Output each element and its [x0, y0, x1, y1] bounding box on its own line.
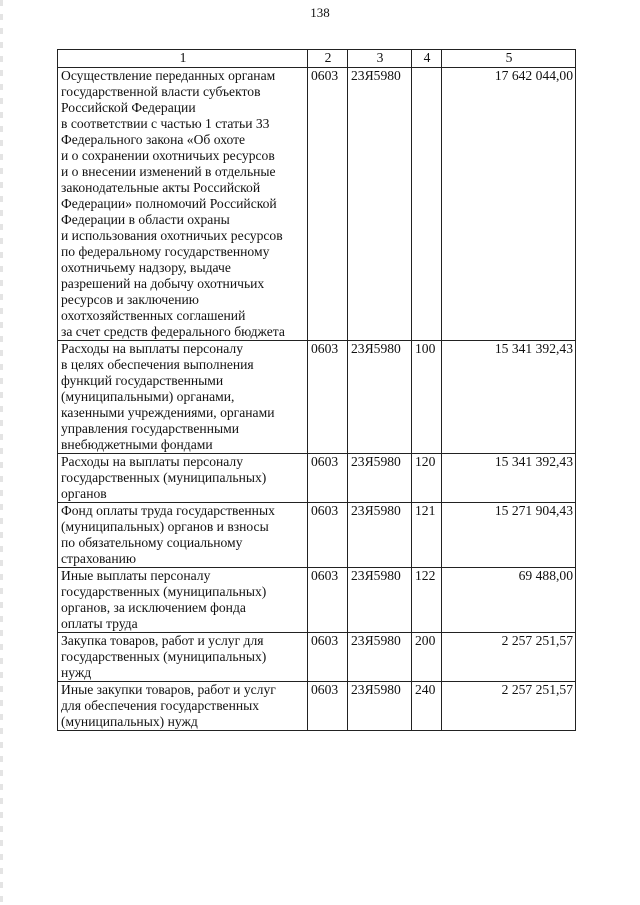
row-amount: 2 257 251,57 — [442, 633, 576, 682]
row-expense-type: 240 — [412, 682, 442, 731]
table-row — [58, 682, 576, 731]
page-number: 138 — [310, 5, 330, 20]
table-header-row — [58, 50, 576, 68]
row-section-code: 0603 — [308, 68, 348, 341]
header-col-3: 3 — [348, 50, 412, 68]
header-col-4: 4 — [412, 50, 442, 68]
row-section-code: 0603 — [308, 633, 348, 682]
row-amount: 15 341 392,43 — [442, 454, 576, 503]
row-expense-type: 122 — [412, 568, 442, 633]
row-description: Иные закупки товаров, работ и услуг для обеспечения государственных (муниципальных) нужд — [58, 682, 308, 731]
row-section-code: 0603 — [308, 503, 348, 568]
table-row — [58, 341, 576, 454]
row-section-code: 0603 — [308, 454, 348, 503]
row-amount: 15 271 904,43 — [442, 503, 576, 568]
row-section-code: 0603 — [308, 682, 348, 731]
row-expense-type — [412, 68, 442, 341]
table-row — [58, 503, 576, 568]
row-expense-type: 100 — [412, 341, 442, 454]
row-amount: 17 642 044,00 — [442, 68, 576, 341]
row-section-code: 0603 — [308, 568, 348, 633]
row-description: Закупка товаров, работ и услуг для государственных (муниципальных) нужд — [58, 633, 308, 682]
row-expense-type: 121 — [412, 503, 442, 568]
row-amount: 2 257 251,57 — [442, 682, 576, 731]
row-amount: 15 341 392,43 — [442, 341, 576, 454]
row-description: Фонд оплаты труда государственных (муниципальных) органов и взносы по обязательному социальному страхованию — [58, 503, 308, 568]
header-col-5: 5 — [442, 50, 576, 68]
header-col-2: 2 — [308, 50, 348, 68]
budget-table — [57, 49, 576, 731]
row-target-code: 23Я5980 — [348, 503, 412, 568]
table-row — [58, 568, 576, 633]
row-description: Иные выплаты персоналу государственных (муниципальных) органов, за исключением фонда оплаты труда — [58, 568, 308, 633]
row-target-code: 23Я5980 — [348, 68, 412, 341]
table-row — [58, 68, 576, 341]
row-target-code: 23Я5980 — [348, 341, 412, 454]
table-row — [58, 454, 576, 503]
row-target-code: 23Я5980 — [348, 454, 412, 503]
table-row — [58, 633, 576, 682]
row-description: Расходы на выплаты персоналу в целях обеспечения выполнения функций государственными (муниципальными) органами, казенными учреждениями, органами управления государственными внебюджетными фондами — [58, 341, 308, 454]
row-section-code: 0603 — [308, 341, 348, 454]
row-target-code: 23Я5980 — [348, 633, 412, 682]
row-expense-type: 120 — [412, 454, 442, 503]
row-amount: 69 488,00 — [442, 568, 576, 633]
row-target-code: 23Я5980 — [348, 568, 412, 633]
row-description: Расходы на выплаты персоналу государственных (муниципальных) органов — [58, 454, 308, 503]
row-description: Осуществление переданных органам государственной власти субъектов Российской Федерации в соответствии с частью 1 статьи 33 Федерального закона «Об охоте и о сохранении охотничьих ресурсов и о внесении изменений в отдельные законодательные акты Российской Федерации» полномочий Российской Федерации в области охраны и использования охотничьих ресурсов по федеральному государственному охотничьему надзору, выдаче разрешений на добычу охотничьих ресурсов и заключению охотхозяйственных соглашений за счет средств федерального бюджета — [58, 68, 308, 341]
header-col-1: 1 — [58, 50, 308, 68]
row-expense-type: 200 — [412, 633, 442, 682]
scan-left-edge — [0, 0, 3, 905]
row-target-code: 23Я5980 — [348, 682, 412, 731]
